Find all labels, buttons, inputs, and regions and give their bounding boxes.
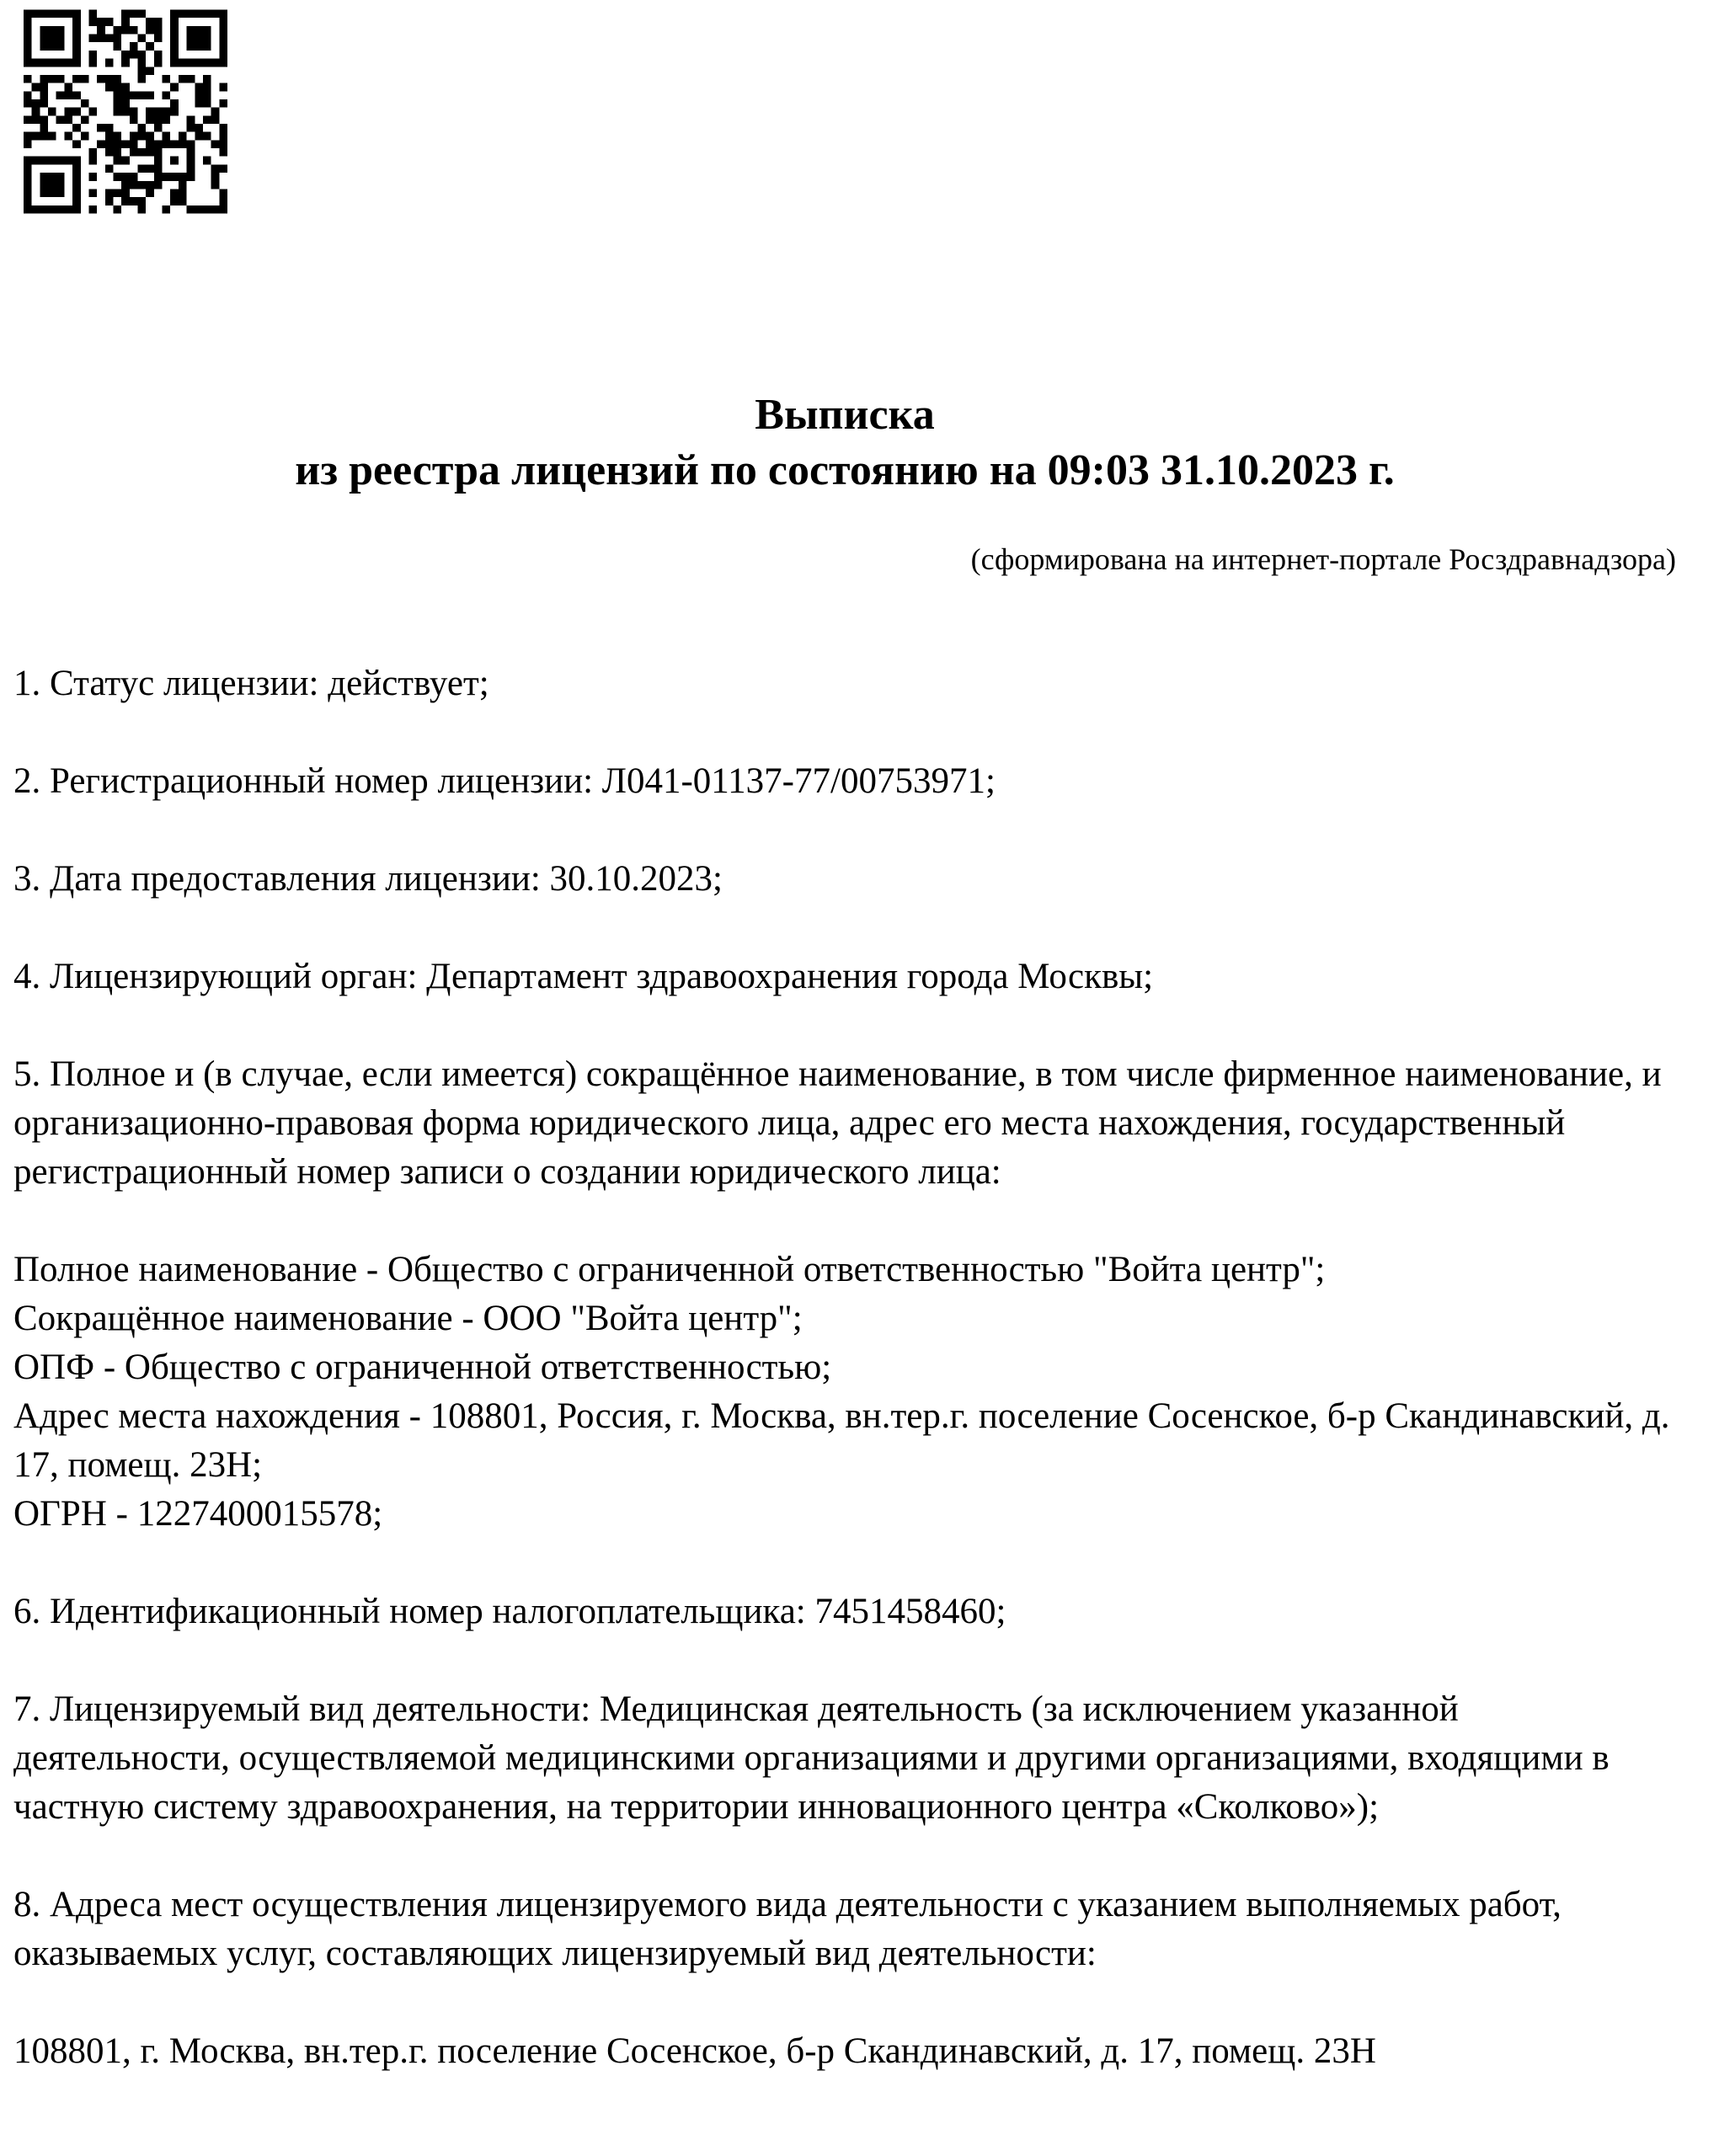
document-title-line2: из реестра лицензий по состоянию на 09:03 31.10.2023 г. bbox=[295, 446, 1395, 494]
entity-short-name: Сокращённое наименование - ООО "Войта центр"; bbox=[13, 1299, 803, 1338]
document-title: Выписка bbox=[755, 391, 935, 439]
activity-address: 108801, г. Москва, вн.тер.г. поселение Сосенское, б-р Скандинавский, д. 17, помещ. 23Н bbox=[13, 2031, 1376, 2071]
licensing-authority: 4. Лицензирующий орган: Департамент здравоохранения города Москвы; bbox=[13, 957, 1154, 996]
license-registration-number: 2. Регистрационный номер лицензии: Л041-01137-77/00753971; bbox=[13, 761, 996, 801]
entity-full-name: Полное наименование - Общество с ограниченной ответственностью "Войта центр"; bbox=[13, 1250, 1326, 1289]
entity-address: Адрес места нахождения - 108801, Россия, г. Москва, вн.тер.г. поселение Сосенское, б-р Скандинавский, д. 17, помещ. 23Н; bbox=[13, 1396, 1670, 1485]
license-grant-date: 3. Дата предоставления лицензии: 30.10.2023; bbox=[13, 859, 723, 899]
entity-section-heading: 5. Полное и (в случае, если имеется) сокращённое наименование, в том числе фирменное наименование, и организационно-правовая форма юридического лица, адрес его места нахождения, государственный регистрационный номер записи о создании юридического лица: bbox=[13, 1054, 1662, 1192]
document-header bbox=[13, 387, 1676, 499]
entity-ogrn: ОГРН - 1227400015578; bbox=[13, 1494, 383, 1534]
licensed-activity-type: 7. Лицензируемый вид деятельности: Медицинская деятельность (за исключением указанной деятельности, осуществляемой медицинскими организациями и другими организациями, входящими в частную систему здравоохранения, на территории инновационного центра «Сколково»); bbox=[13, 1689, 1610, 1827]
qr-code bbox=[24, 8, 227, 215]
document-body bbox=[13, 659, 1676, 2076]
entity-details bbox=[13, 1246, 1676, 1539]
generated-note: (сформирована на интернет-портале Росздравнадзора) bbox=[970, 542, 1676, 576]
entity-legal-form: ОПФ - Общество с ограниченной ответственностью; bbox=[13, 1348, 832, 1387]
activity-addresses-heading: 8. Адреса мест осуществления лицензируемого вида деятельности с указанием выполняемых работ, оказываемых услуг, составляющих лицензируемый вид деятельности: bbox=[13, 1885, 1562, 1973]
taxpayer-inn: 6. Идентификационный номер налогоплательщика: 7451458460; bbox=[13, 1592, 1006, 1631]
license-status: 1. Статус лицензии: действует; bbox=[13, 664, 489, 703]
